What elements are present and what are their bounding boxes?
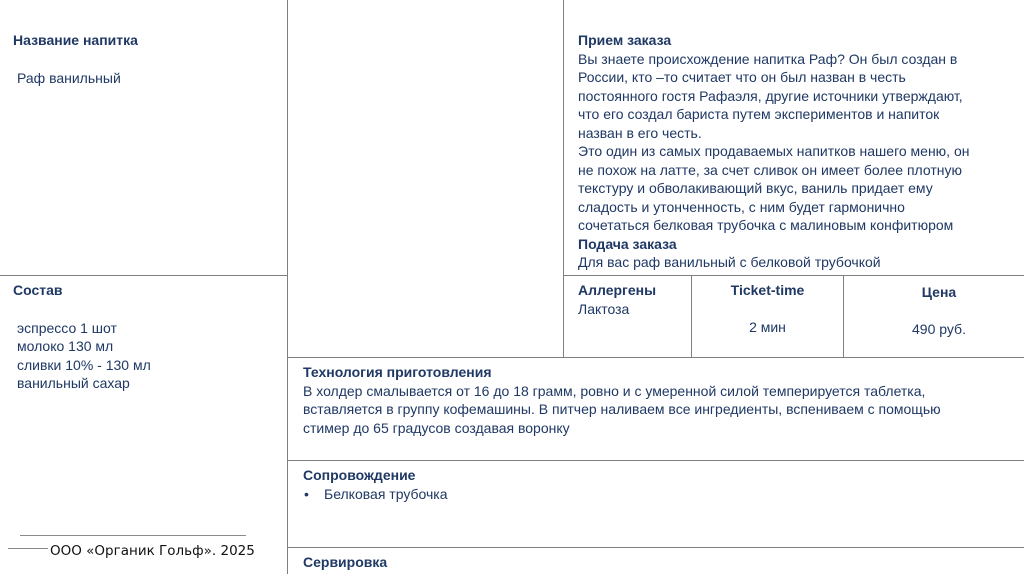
- order-taking-section: [578, 31, 1024, 272]
- drink-name-section: [13, 31, 283, 87]
- bullet-icon: •: [304, 485, 309, 502]
- accompaniment-item: [303, 485, 1021, 504]
- allergens-value: Лактоза: [578, 300, 630, 317]
- composition-item: эспрессо 1 шот: [17, 319, 117, 336]
- divider-h-accompaniment: [287, 460, 1024, 461]
- order-taking-heading: Прием заказа: [578, 32, 672, 48]
- accompaniment-section: [303, 466, 1021, 503]
- price-heading: Цена: [921, 284, 957, 300]
- allergens-heading: Аллергены: [578, 282, 657, 298]
- ticket-time-heading: Ticket-time: [730, 282, 805, 298]
- order-taking-line: назван в его честь.: [578, 124, 702, 141]
- allergens-section: [578, 281, 688, 318]
- order-taking-line: постоянного гостя Рафаэля, другие источники утверждают,: [578, 87, 963, 104]
- ticket-time-value: 2 мин: [749, 318, 786, 335]
- order-taking-line: Это один из самых продаваемых напитков нашего меню, он: [578, 143, 970, 159]
- accompaniment-heading: Сопровождение: [303, 467, 416, 483]
- composition-list: [13, 319, 283, 393]
- serving-ware-section: [303, 553, 1021, 572]
- order-taking-line: что его создал бариста путем экспериментов и напиток: [578, 106, 940, 122]
- order-taking-line: сочетаться белковая трубочка с малиновым конфитюром: [578, 217, 954, 233]
- order-taking-line: текстуру и обволакивающий вкус, ваниль придает ему: [578, 180, 933, 196]
- divider-h-info: [563, 275, 1024, 276]
- technology-line: стимер до 65 градусов создавая воронку: [303, 419, 570, 436]
- divider-v-middle: [563, 0, 564, 358]
- order-taking-line: не похож на латте, за счет сливок он имеет более плотную: [578, 161, 962, 178]
- order-taking-line: России, кто –то считает что он был назван в честь: [578, 69, 906, 85]
- technology-line: вставляется в группу кофемашины. В питчер наливаем все ингредиенты, вспениваем с помощью: [303, 401, 941, 417]
- technology-section: [303, 363, 1021, 437]
- technology-line: В холдер смалывается от 16 до 18 грамм, ровно и с умеренной силой темперируется таблетка,: [303, 382, 926, 399]
- price-section: [854, 283, 1024, 338]
- composition-item: молоко 130 мл: [17, 338, 114, 354]
- divider-h-technology: [287, 357, 1024, 358]
- order-taking-line: сладость и утонченность, с ним будет гармонично: [578, 198, 905, 215]
- ticket-time-section: [692, 281, 843, 336]
- composition-heading: Состав: [13, 282, 63, 298]
- footer-divider-top: [20, 535, 246, 536]
- divider-v-ticket: [843, 275, 844, 358]
- composition-item: сливки 10% - 130 мл: [17, 356, 151, 373]
- divider-h-serving: [287, 547, 1024, 548]
- footer-divider-bottom: [8, 548, 48, 549]
- footer-company: ООО «Органик Гольф». 2025: [50, 543, 255, 559]
- divider-v-left: [287, 0, 288, 574]
- drink-name-value: Раф ванильный: [17, 69, 121, 86]
- order-serving-text: Для вас раф ванильный с белковой трубочкой: [578, 254, 881, 270]
- accompaniment-item-label: Белковая трубочка: [324, 485, 448, 502]
- serving-ware-heading: Сервировка: [303, 554, 388, 570]
- divider-h-composition: [0, 275, 287, 276]
- order-serving-heading: Подача заказа: [578, 235, 677, 252]
- drink-name-heading: Название напитка: [13, 32, 138, 48]
- order-taking-line: Вы знаете происхождение напитка Раф? Он был создан в: [578, 50, 958, 67]
- composition-item: ванильный сахар: [17, 375, 130, 391]
- technology-heading: Технология приготовления: [303, 364, 492, 380]
- price-value: 490 руб.: [912, 320, 966, 337]
- composition-section: [13, 281, 283, 393]
